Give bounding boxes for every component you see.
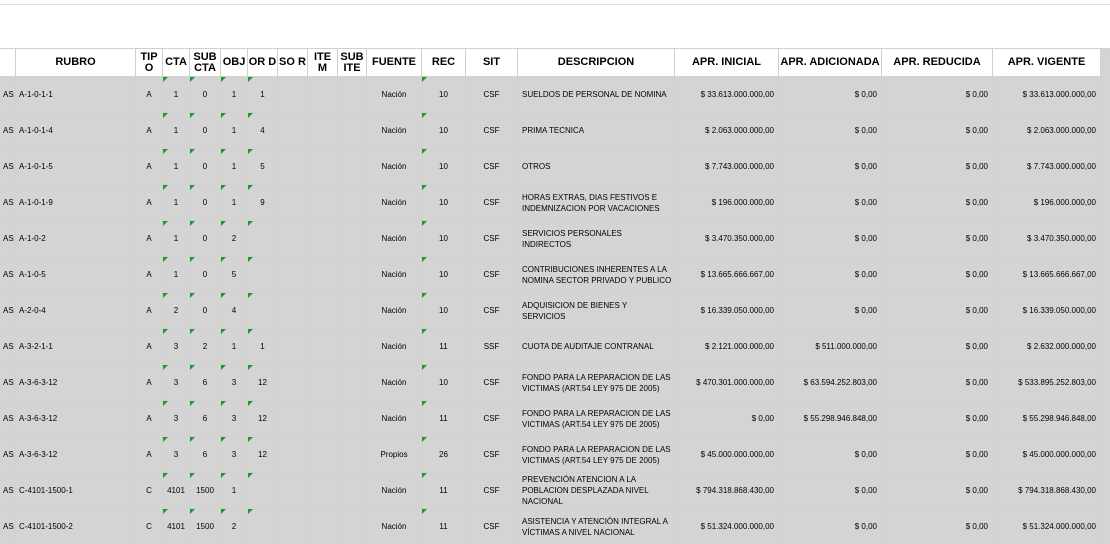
cell-apr-vigente[interactable]: $ 196.000.000,00: [993, 185, 1101, 221]
cell-obj[interactable]: 5: [221, 257, 248, 293]
cell-sor[interactable]: [278, 77, 308, 113]
cell-item[interactable]: [308, 221, 338, 257]
cell-tipo[interactable]: A: [136, 293, 163, 329]
table-row: [0, 401, 1101, 437]
header-apr-adicionada[interactable]: APR. ADICIONADA: [779, 49, 882, 77]
cell-fuente[interactable]: Nación: [367, 473, 422, 509]
cell-apr-inicial[interactable]: $ 794.318.868.430,00: [675, 473, 779, 509]
cell-item[interactable]: [308, 293, 338, 329]
cell-apr-vigente[interactable]: $ 7.743.000.000,00: [993, 149, 1101, 185]
table-row: [0, 221, 1101, 257]
cell-item[interactable]: [308, 329, 338, 365]
cell-ord[interactable]: 9: [248, 185, 278, 221]
header-rec[interactable]: REC: [422, 49, 466, 77]
cell-tipo[interactable]: A: [136, 113, 163, 149]
header-rubro[interactable]: RUBRO: [16, 49, 136, 77]
cell-rubro[interactable]: A-1-0-1-1: [16, 77, 136, 113]
cell-apr-vigente[interactable]: $ 13.665.666.667,00: [993, 257, 1101, 293]
cell-item[interactable]: [308, 365, 338, 401]
cell-tipo[interactable]: A: [136, 329, 163, 365]
cell-sor[interactable]: [278, 185, 308, 221]
cell-fuente[interactable]: Nación: [367, 149, 422, 185]
cell-item[interactable]: [308, 149, 338, 185]
cell-c0[interactable]: AS: [0, 329, 16, 365]
cell-apr-inicial[interactable]: $ 3.470.350.000,00: [675, 221, 779, 257]
cell-subcta[interactable]: 6: [190, 437, 221, 473]
table-row: [0, 185, 1101, 221]
cell-subcta[interactable]: 2: [190, 329, 221, 365]
cell-rubro[interactable]: A-3-6-3-12: [16, 437, 136, 473]
cell-rubro[interactable]: A-3-6-3-12: [16, 365, 136, 401]
table-body: [0, 77, 1101, 544]
cell-apr-reducida[interactable]: $ 0,00: [882, 329, 993, 365]
cell-c0[interactable]: AS: [0, 257, 16, 293]
cell-apr-reducida[interactable]: $ 0,00: [882, 473, 993, 509]
table-row: [0, 437, 1101, 473]
cell-cta[interactable]: 1: [163, 149, 190, 185]
cell-apr-vigente[interactable]: $ 3.470.350.000,00: [993, 221, 1101, 257]
cell-cta[interactable]: 2: [163, 293, 190, 329]
cell-apr-inicial[interactable]: $ 16.339.050.000,00: [675, 293, 779, 329]
cell-c0[interactable]: AS: [0, 365, 16, 401]
header-item[interactable]: ITE M: [308, 49, 338, 77]
cell-subcta[interactable]: 6: [190, 365, 221, 401]
cell-cta[interactable]: 1: [163, 185, 190, 221]
cell-apr-vigente[interactable]: $ 45.000.000.000,00: [993, 437, 1101, 473]
cell-item[interactable]: [308, 185, 338, 221]
cell-apr-inicial[interactable]: $ 13.665.666.667,00: [675, 257, 779, 293]
cell-apr-adicionada[interactable]: $ 0,00: [779, 437, 882, 473]
cell-fuente[interactable]: Nación: [367, 401, 422, 437]
cell-subcta[interactable]: 0: [190, 77, 221, 113]
cell-fuente[interactable]: Nación: [367, 77, 422, 113]
cell-ord[interactable]: [248, 221, 278, 257]
header-subitem[interactable]: SUB ITE: [338, 49, 367, 77]
cell-apr-vigente[interactable]: $ 55.298.946.848,00: [993, 401, 1101, 437]
cell-subitem[interactable]: [338, 149, 367, 185]
cell-fuente[interactable]: Nación: [367, 329, 422, 365]
cell-descripcion[interactable]: SUELDOS DE PERSONAL DE NOMINA: [518, 77, 675, 113]
cell-item[interactable]: [308, 509, 338, 544]
cell-cta[interactable]: 3: [163, 437, 190, 473]
cell-cta[interactable]: 1: [163, 113, 190, 149]
cell-rec[interactable]: 10: [422, 149, 466, 185]
cell-sor[interactable]: [278, 293, 308, 329]
cell-apr-adicionada[interactable]: $ 0,00: [779, 149, 882, 185]
cell-apr-inicial[interactable]: $ 196.000.000,00: [675, 185, 779, 221]
header-row: [0, 49, 1101, 77]
header-sor[interactable]: SO R: [278, 49, 308, 77]
cell-c0[interactable]: AS: [0, 221, 16, 257]
cell-tipo[interactable]: C: [136, 473, 163, 509]
cell-apr-vigente[interactable]: $ 533.895.252.803,00: [993, 365, 1101, 401]
header-apr-vigente[interactable]: APR. VIGENTE: [993, 49, 1101, 77]
cell-apr-reducida[interactable]: $ 0,00: [882, 509, 993, 544]
cell-obj[interactable]: 1: [221, 473, 248, 509]
cell-apr-reducida[interactable]: $ 0,00: [882, 257, 993, 293]
table-row: [0, 473, 1101, 509]
cell-apr-adicionada[interactable]: $ 63.594.252.803,00: [779, 365, 882, 401]
cell-apr-adicionada[interactable]: $ 55.298.946.848,00: [779, 401, 882, 437]
cell-subcta[interactable]: 0: [190, 185, 221, 221]
table-row: [0, 257, 1101, 293]
cell-fuente[interactable]: Nación: [367, 185, 422, 221]
cell-apr-adicionada[interactable]: $ 0,00: [779, 473, 882, 509]
table-row: [0, 149, 1101, 185]
cell-subcta[interactable]: 0: [190, 113, 221, 149]
cell-descripcion[interactable]: PRIMA TECNICA: [518, 113, 675, 149]
cell-obj[interactable]: 3: [221, 401, 248, 437]
cell-fuente[interactable]: Propios: [367, 437, 422, 473]
cell-fuente[interactable]: Nación: [367, 221, 422, 257]
cell-fuente[interactable]: Nación: [367, 509, 422, 544]
cell-sor[interactable]: [278, 257, 308, 293]
cell-rubro[interactable]: A-1-0-5: [16, 257, 136, 293]
cell-apr-inicial[interactable]: $ 51.324.000.000,00: [675, 509, 779, 544]
cell-descripcion[interactable]: SERVICIOS PERSONALES INDIRECTOS: [518, 221, 675, 257]
cell-c0[interactable]: AS: [0, 473, 16, 509]
cell-rubro[interactable]: C-4101-1500-1: [16, 473, 136, 509]
cell-rec[interactable]: 11: [422, 509, 466, 544]
cell-rec[interactable]: 10: [422, 77, 466, 113]
cell-sor[interactable]: [278, 221, 308, 257]
header-apr-inicial[interactable]: APR. INICIAL: [675, 49, 779, 77]
cell-rec[interactable]: 11: [422, 401, 466, 437]
cell-sit[interactable]: CSF: [466, 149, 518, 185]
cell-rubro[interactable]: A-1-0-1-5: [16, 149, 136, 185]
cell-item[interactable]: [308, 77, 338, 113]
cell-cta[interactable]: 1: [163, 257, 190, 293]
cell-rubro[interactable]: A-1-0-1-4: [16, 113, 136, 149]
cell-sor[interactable]: [278, 113, 308, 149]
cell-item[interactable]: [308, 257, 338, 293]
cell-rec[interactable]: 11: [422, 329, 466, 365]
table-row: [0, 365, 1101, 401]
cell-obj[interactable]: 3: [221, 437, 248, 473]
cell-apr-adicionada[interactable]: $ 0,00: [779, 185, 882, 221]
cell-fuente[interactable]: Nación: [367, 257, 422, 293]
cell-subitem[interactable]: [338, 473, 367, 509]
cell-obj[interactable]: 2: [221, 509, 248, 544]
cell-ord[interactable]: 12: [248, 401, 278, 437]
cell-subitem[interactable]: [338, 257, 367, 293]
cell-sor[interactable]: [278, 365, 308, 401]
cell-descripcion[interactable]: CUOTA DE AUDITAJE CONTRANAL: [518, 329, 675, 365]
cell-sit[interactable]: CSF: [466, 437, 518, 473]
table-row: [0, 509, 1101, 544]
cell-fuente[interactable]: Nación: [367, 293, 422, 329]
cell-apr-reducida[interactable]: $ 0,00: [882, 77, 993, 113]
header-cell-c0[interactable]: [0, 49, 16, 77]
header-subcta[interactable]: SUB CTA: [190, 49, 221, 77]
cell-c0[interactable]: AS: [0, 113, 16, 149]
cell-sor[interactable]: [278, 473, 308, 509]
cell-descripcion[interactable]: CONTRIBUCIONES INHERENTES A LA NOMINA SECTOR PRIVADO Y PUBLICO: [518, 257, 675, 293]
cell-rec[interactable]: 10: [422, 113, 466, 149]
cell-obj[interactable]: 1: [221, 329, 248, 365]
cell-c0[interactable]: AS: [0, 401, 16, 437]
cell-rec[interactable]: 10: [422, 293, 466, 329]
cell-rubro[interactable]: C-4101-1500-2: [16, 509, 136, 544]
cell-obj[interactable]: 1: [221, 185, 248, 221]
cell-apr-inicial[interactable]: $ 470.301.000.000,00: [675, 365, 779, 401]
cell-c0[interactable]: AS: [0, 293, 16, 329]
cell-subitem[interactable]: [338, 365, 367, 401]
cell-cta[interactable]: 3: [163, 329, 190, 365]
cell-ord[interactable]: 1: [248, 329, 278, 365]
cell-subitem[interactable]: [338, 221, 367, 257]
cell-subcta[interactable]: 6: [190, 401, 221, 437]
cell-subcta[interactable]: 0: [190, 149, 221, 185]
cell-apr-adicionada[interactable]: $ 0,00: [779, 293, 882, 329]
cell-descripcion[interactable]: OTROS: [518, 149, 675, 185]
cell-apr-inicial[interactable]: $ 2.121.000.000,00: [675, 329, 779, 365]
budget-table: [0, 48, 1101, 544]
cell-c0[interactable]: AS: [0, 149, 16, 185]
cell-tipo[interactable]: A: [136, 221, 163, 257]
cell-apr-adicionada[interactable]: $ 511.000.000,00: [779, 329, 882, 365]
cell-sit[interactable]: CSF: [466, 77, 518, 113]
cell-subitem[interactable]: [338, 293, 367, 329]
cell-apr-reducida[interactable]: $ 0,00: [882, 221, 993, 257]
header-descripcion[interactable]: DESCRIPCION: [518, 49, 675, 77]
cell-sit[interactable]: CSF: [466, 113, 518, 149]
cell-item[interactable]: [308, 437, 338, 473]
cell-obj[interactable]: 3: [221, 365, 248, 401]
cell-ord[interactable]: [248, 473, 278, 509]
cell-sit[interactable]: CSF: [466, 293, 518, 329]
cell-sor[interactable]: [278, 437, 308, 473]
cell-subcta[interactable]: 0: [190, 221, 221, 257]
cell-subcta[interactable]: 0: [190, 257, 221, 293]
cell-obj[interactable]: 1: [221, 77, 248, 113]
cell-subitem[interactable]: [338, 329, 367, 365]
cell-tipo[interactable]: A: [136, 149, 163, 185]
cell-tipo[interactable]: A: [136, 401, 163, 437]
cell-ord[interactable]: 1: [248, 77, 278, 113]
cell-descripcion[interactable]: ASISTENCIA Y ATENCIÓN INTEGRAL A VÍCTIMAS A NIVEL NACIONAL: [518, 509, 675, 544]
cell-tipo[interactable]: A: [136, 365, 163, 401]
header-tipo[interactable]: TIP O: [136, 49, 163, 77]
header-fuente[interactable]: FUENTE: [367, 49, 422, 77]
empty-top-rows[interactable]: [0, 0, 1110, 49]
cell-obj[interactable]: 2: [221, 221, 248, 257]
cell-ord[interactable]: [248, 509, 278, 544]
cell-sit[interactable]: CSF: [466, 365, 518, 401]
cell-rec[interactable]: 10: [422, 221, 466, 257]
cell-rec[interactable]: 26: [422, 437, 466, 473]
cell-descripcion[interactable]: HORAS EXTRAS, DIAS FESTIVOS E INDEMNIZACION POR VACACIONES: [518, 185, 675, 221]
header-sit[interactable]: SIT: [466, 49, 518, 77]
cell-sor[interactable]: [278, 329, 308, 365]
cell-subitem[interactable]: [338, 77, 367, 113]
cell-ord[interactable]: [248, 257, 278, 293]
table-row: [0, 113, 1101, 149]
cell-ord[interactable]: 4: [248, 113, 278, 149]
header-ord[interactable]: OR D: [248, 49, 278, 77]
cell-rubro[interactable]: A-3-6-3-12: [16, 401, 136, 437]
cell-ord[interactable]: 12: [248, 365, 278, 401]
cell-ord[interactable]: [248, 293, 278, 329]
cell-item[interactable]: [308, 473, 338, 509]
cell-ord[interactable]: 12: [248, 437, 278, 473]
cell-rubro[interactable]: A-1-0-2: [16, 221, 136, 257]
cell-sor[interactable]: [278, 509, 308, 544]
cell-c0[interactable]: AS: [0, 509, 16, 544]
cell-apr-vigente[interactable]: $ 794.318.868.430,00: [993, 473, 1101, 509]
cell-subcta[interactable]: 1500: [190, 509, 221, 544]
cell-apr-inicial[interactable]: $ 33.613.000.000,00: [675, 77, 779, 113]
cell-sor[interactable]: [278, 401, 308, 437]
cell-cta[interactable]: 4101: [163, 473, 190, 509]
table-row: [0, 293, 1101, 329]
cell-sit[interactable]: CSF: [466, 509, 518, 544]
cell-sit[interactable]: CSF: [466, 401, 518, 437]
cell-ord[interactable]: 5: [248, 149, 278, 185]
cell-apr-vigente[interactable]: $ 2.063.000.000,00: [993, 113, 1101, 149]
cell-apr-reducida[interactable]: $ 0,00: [882, 185, 993, 221]
cell-apr-reducida[interactable]: $ 0,00: [882, 293, 993, 329]
header-obj[interactable]: OBJ: [221, 49, 248, 77]
cell-cta[interactable]: 3: [163, 365, 190, 401]
cell-apr-inicial[interactable]: $ 0,00: [675, 401, 779, 437]
cell-apr-adicionada[interactable]: $ 0,00: [779, 257, 882, 293]
cell-subcta[interactable]: 0: [190, 293, 221, 329]
cell-descripcion[interactable]: ADQUISICION DE BIENES Y SERVICIOS: [518, 293, 675, 329]
cell-apr-adicionada[interactable]: $ 0,00: [779, 77, 882, 113]
cell-tipo[interactable]: A: [136, 257, 163, 293]
cell-rubro[interactable]: A-1-0-1-9: [16, 185, 136, 221]
cell-cta[interactable]: 1: [163, 221, 190, 257]
cell-sit[interactable]: CSF: [466, 185, 518, 221]
cell-subitem[interactable]: [338, 113, 367, 149]
cell-apr-vigente[interactable]: $ 51.324.000.000,00: [993, 509, 1101, 544]
cell-descripcion[interactable]: FONDO PARA LA REPARACION DE LAS VICTIMAS (ART.54 LEY 975 DE 2005): [518, 401, 675, 437]
cell-rec[interactable]: 10: [422, 257, 466, 293]
cell-subitem[interactable]: [338, 401, 367, 437]
cell-fuente[interactable]: Nación: [367, 365, 422, 401]
table-row: [0, 329, 1101, 365]
cell-descripcion[interactable]: FONDO PARA LA REPARACION DE LAS VICTIMAS (ART.54 LEY 975 DE 2005): [518, 365, 675, 401]
cell-apr-reducida[interactable]: $ 0,00: [882, 437, 993, 473]
cell-tipo[interactable]: A: [136, 437, 163, 473]
cell-apr-reducida[interactable]: $ 0,00: [882, 401, 993, 437]
cell-apr-inicial[interactable]: $ 7.743.000.000,00: [675, 149, 779, 185]
cell-obj[interactable]: 1: [221, 113, 248, 149]
cell-sit[interactable]: CSF: [466, 473, 518, 509]
cell-tipo[interactable]: C: [136, 509, 163, 544]
cell-c0[interactable]: AS: [0, 437, 16, 473]
header-cta[interactable]: CTA: [163, 49, 190, 77]
cell-subitem[interactable]: [338, 437, 367, 473]
cell-rec[interactable]: 11: [422, 473, 466, 509]
cell-apr-adicionada[interactable]: $ 0,00: [779, 113, 882, 149]
cell-c0[interactable]: AS: [0, 77, 16, 113]
table-row: [0, 77, 1101, 113]
cell-subitem[interactable]: [338, 185, 367, 221]
cell-obj[interactable]: 4: [221, 293, 248, 329]
cell-cta[interactable]: 3: [163, 401, 190, 437]
cell-tipo[interactable]: A: [136, 185, 163, 221]
cell-apr-inicial[interactable]: $ 2.063.000.000,00: [675, 113, 779, 149]
cell-rubro[interactable]: A-2-0-4: [16, 293, 136, 329]
cell-apr-vigente[interactable]: $ 33.613.000.000,00: [993, 77, 1101, 113]
cell-cta[interactable]: 4101: [163, 509, 190, 544]
cell-descripcion[interactable]: PREVENCIÓN ATENCION A LA POBLACION DESPLAZADA NIVEL NACIONAL: [518, 473, 675, 509]
cell-subitem[interactable]: [338, 509, 367, 544]
cell-item[interactable]: [308, 401, 338, 437]
cell-rec[interactable]: 10: [422, 365, 466, 401]
cell-fuente[interactable]: Nación: [367, 113, 422, 149]
header-apr-reducida[interactable]: APR. REDUCIDA: [882, 49, 993, 77]
cell-apr-vigente[interactable]: $ 16.339.050.000,00: [993, 293, 1101, 329]
cell-subcta[interactable]: 1500: [190, 473, 221, 509]
cell-apr-vigente[interactable]: $ 2.632.000.000,00: [993, 329, 1101, 365]
cell-cta[interactable]: 1: [163, 77, 190, 113]
cell-c0[interactable]: AS: [0, 185, 16, 221]
cell-item[interactable]: [308, 113, 338, 149]
cell-sit[interactable]: SSF: [466, 329, 518, 365]
cell-sit[interactable]: CSF: [466, 221, 518, 257]
cell-apr-adicionada[interactable]: $ 0,00: [779, 509, 882, 544]
cell-rec[interactable]: 10: [422, 185, 466, 221]
cell-tipo[interactable]: A: [136, 77, 163, 113]
cell-sor[interactable]: [278, 149, 308, 185]
cell-apr-reducida[interactable]: $ 0,00: [882, 149, 993, 185]
cell-sit[interactable]: CSF: [466, 257, 518, 293]
cell-apr-reducida[interactable]: $ 0,00: [882, 365, 993, 401]
cell-obj[interactable]: 1: [221, 149, 248, 185]
cell-apr-adicionada[interactable]: $ 0,00: [779, 221, 882, 257]
cell-apr-reducida[interactable]: $ 0,00: [882, 113, 993, 149]
cell-descripcion[interactable]: FONDO PARA LA REPARACION DE LAS VICTIMAS (ART.54 LEY 975 DE 2005): [518, 437, 675, 473]
cell-apr-inicial[interactable]: $ 45.000.000.000,00: [675, 437, 779, 473]
cell-rubro[interactable]: A-3-2-1-1: [16, 329, 136, 365]
